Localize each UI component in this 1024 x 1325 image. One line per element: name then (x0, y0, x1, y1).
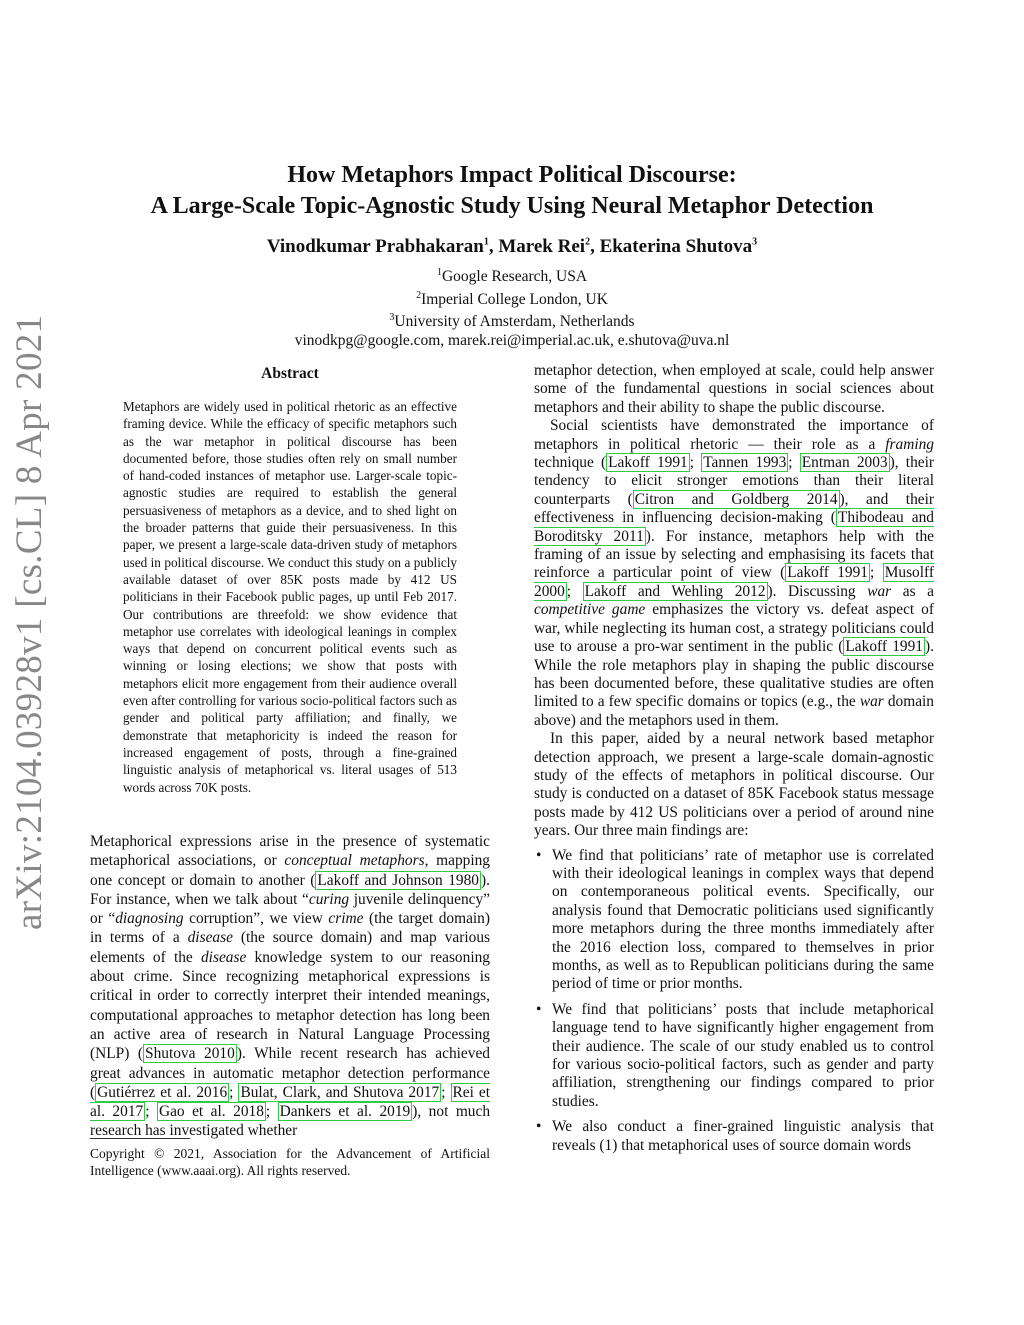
footnote-divider (90, 1138, 190, 1139)
citation-link[interactable]: Gutiérrez et al. 2016 (97, 1083, 228, 1101)
author-separator: , (590, 236, 600, 257)
citation-link[interactable]: Lakoff and Wehling 2012 (584, 582, 766, 600)
author-list (0, 236, 1024, 258)
bullet-icon: • (536, 1118, 542, 1136)
citation-link[interactable]: Entman 2003 (801, 454, 888, 472)
author-name: Marek Rei (498, 236, 586, 257)
affiliation-line: $^1$Google Research, USA (436, 267, 588, 286)
list-item: • We also conduct a finer-grained linguistic analysis that reveals (1) that metaphorical uses of source domain words (536, 1118, 934, 1154)
body-paragraph: In this paper, aided by a neural network based metaphor detection approach, we present a large-scale domain-agnostic study of the effects of metaphors in political discourse. Our study is conducted on a dataset of 85K Facebook status message posts made by 412 US politicians over a period of around nine years. Our three main findings are: (534, 730, 934, 840)
paper-title (0, 160, 1024, 222)
abstract-heading: Abstract (261, 365, 319, 382)
list-item: • We find that politicians’ rate of metaphor use is correlated with their ideological leanings in complex ways that depend on contemporaneous political events. Specifically, our analysis found that Democratic politicians used significantly more metaphors during the three months immediately after the 2016 election loss, compared to themselves in prior months, as well as to Republican politicians during the same period of time or prior months. (536, 846, 934, 993)
citation-link[interactable]: Gao et al. 2018 (158, 1103, 264, 1121)
list-item: • We find that politicians’ posts that include metaphorical language tend to have significantly higher engagement from their audience. The scale of our study enabled us to control for various socio-political factors, such as gender and party affiliation, strengthening our findings compared to prior studies. (536, 1000, 934, 1110)
citation-link[interactable]: Tannen 1993 (703, 454, 787, 472)
citation-link[interactable]: Musolff 2000 (534, 564, 935, 600)
citation-link[interactable]: Bulat, Clark, and Shutova 2017 (240, 1083, 440, 1101)
affil-marker: 3 (752, 236, 758, 248)
abstract-text: Metaphors are widely used in political rhetoric as an effective framing device. While the efficacy of specific metaphors such as the war metaphor in political discourse has been documented before, those studies often rely on small number of hand-coded instances of metaphor use. Larger-scale topic-agnostic studies are required to establish the general persuasiveness of metaphors as a device, and to shed light on the broader patterns that guide their persuasiveness. In this paper, we present a large-scale data-driven study of metaphors used in political discourse. We conduct this study on a publicly available dataset of over 85K posts made by 412 US politicians in their Facebook public pages, up until Feb 2017. Our contributions are threefold: we show evidence that metaphor use correlates with ideological leanings in complex ways that depend on concurrent political events such as winning or losing elections; we show that posts with metaphors elicit more engagement from their audience overall even after controlling for various socio-political factors such as gender and political party affiliation; and finally, we demonstrate that metaphoricity is indeed the reason for increased engagement of posts, through a fine-grained linguistic analysis of metaphorical vs. literal usages of 513 words across 70K posts. (123, 399, 457, 795)
citation-link[interactable]: Rei et al. 2017 (90, 1083, 491, 1121)
citation-link[interactable]: Thibodeau and Boroditsky 2011 (534, 509, 934, 545)
bullet-icon: • (536, 1000, 542, 1018)
citation-link[interactable]: Shutova 2010 (145, 1045, 235, 1063)
arxiv-identifier: arXiv:2104.03928v1 [cs.CL] 8 Apr 2021 (9, 314, 50, 930)
affil-marker: 2 (585, 236, 591, 248)
body-paragraph: Social scientists have demonstrated the importance of metaphors in political rhetoric — their role as a framing technique ( Lakoff 1991 ; Tannen 1993 ; Entman 2003 ), their tendency to elicit stronger emotions than their literal counterparts ( Citron and Goldberg 2014 ), and their effectiveness in influencing decision-making ( Thibodeau and Boroditsky 2011 ). For instance, metaphors help with the framing of an issue by selecting and emphasising its facets that reinforce a particular point of view ( Lakoff 1991 ; Musolff 2000 ; Lakoff and Wehling 2012 ). Discussing war as a competitive game emphasizes the victory vs. defeat aspect of war, while neglecting its human cost, a strategy politicians could use to arouse a pro-war sentiment in the public ( Lakoff 1991 ). While the role metaphors play in shaping the public discourse has been documented before, these qualitative studies are often limited to a few specific domains or topics (e.g., the war domain above) and the metaphors used in them. (534, 417, 935, 729)
affil-marker: 1 (483, 236, 489, 248)
author-emails: vinodkpg@google.com, marek.rei@imperial.ac.uk, e.shutova@uva.nl (294, 331, 730, 349)
citation-link[interactable]: Lakoff 1991 (845, 638, 924, 656)
introduction-paragraph: Metaphorical expressions arise in the presence of systematic metaphorical associations, or conceptual metaphors, mapping one concept or domain to another ( Lakoff and Johnson 1980 ). For instance, when we talk about “curing juvenile delinquency” or “diagnosing corruption”, we view crime (the target domain) in terms of a disease (the source domain) and map various elements of the disease knowledge system to our reasoning about crime. Since recognizing metaphorical expressions is critical in order to correctly interpret their intended meanings, computational approaches to metaphor detection has long been an active area of research in Natural Language Processing (NLP) ( Shutova 2010 ). While recent research has achieved great advances in automatic metaphor detection performance ( Gutiérrez et al. 2016 ; Bulat, Clark, and Shutova 2017 ; Rei et al. 2017 ; Gao et al. 2018 ; Dankers et al. 2019 ), not much research has investigated whether (90, 833, 491, 1140)
title-line-2: A Large-Scale Topic-Agnostic Study Using Neural Metaphor Detection (150, 193, 874, 219)
author-name: Vinodkumar Prabhakaran (266, 236, 484, 257)
findings-list (534, 847, 934, 1156)
author-separator: , (488, 236, 499, 257)
affiliation-line: $^3$University of Amsterdam, Netherlands (389, 312, 635, 331)
citation-link[interactable]: Lakoff and Johnson 1980 (317, 871, 480, 889)
author-name: Ekaterina Shutova (599, 236, 753, 257)
body-paragraph: metaphor detection, when employed at scale, could help answer some of the fundamental questions in social sciences about metaphors and their ability to shape the public discourse. (534, 362, 934, 416)
right-column (534, 362, 934, 1162)
affiliation-line: $^2$Imperial College London, UK (416, 289, 608, 308)
bullet-icon: • (536, 846, 542, 864)
copyright-footnote: Copyright © 2021, Association for the Advancement of Artificial Intelligence (www.aaai.org). All rights reserved. (90, 1146, 490, 1178)
citation-link[interactable]: Lakoff 1991 (787, 564, 868, 582)
citation-link[interactable]: Citron and Goldberg 2014 (634, 490, 838, 508)
citation-link[interactable]: Lakoff 1991 (608, 454, 688, 472)
citation-link[interactable]: Dankers et al. 2019 (279, 1103, 411, 1121)
title-line-1: How Metaphors Impact Political Discourse: (287, 162, 737, 188)
affiliations (0, 264, 1024, 350)
